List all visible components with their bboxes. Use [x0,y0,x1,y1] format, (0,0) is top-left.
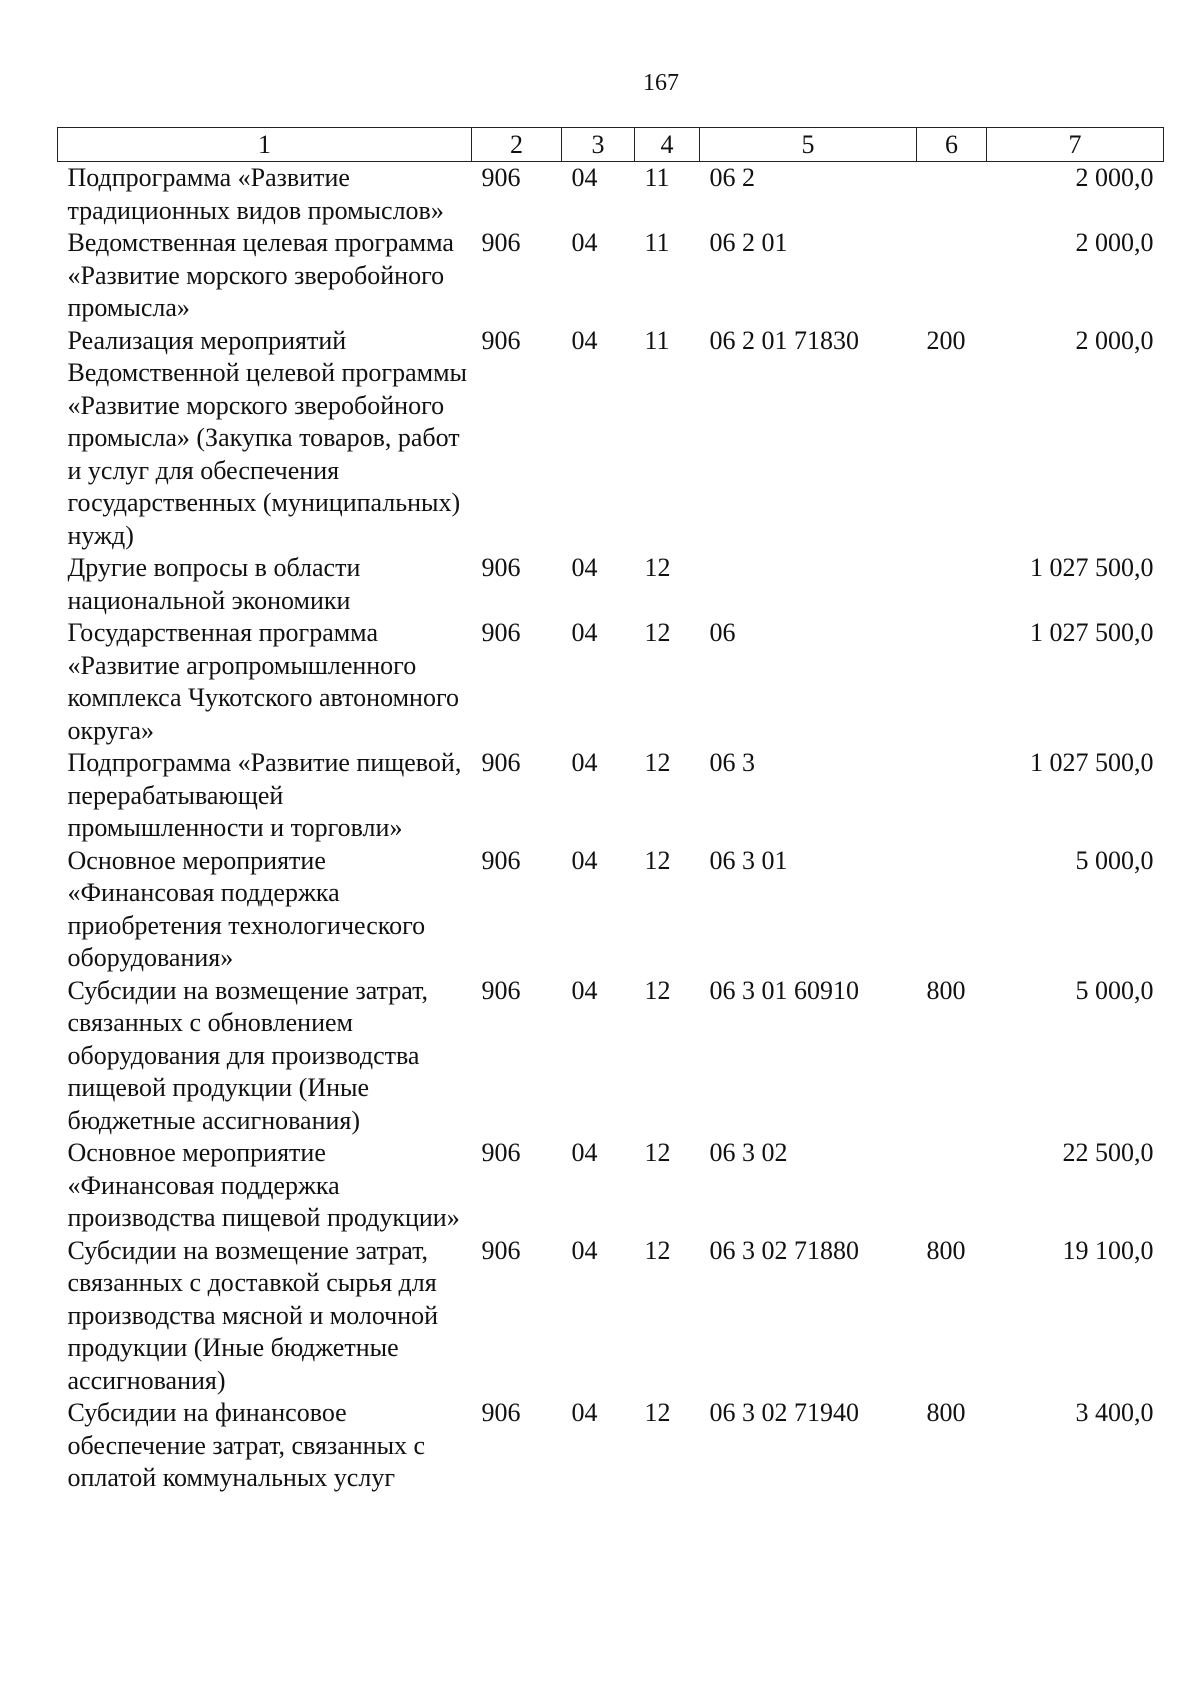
row-name: Субсидии на возмещение затрат, связанных с обновлением оборудования для производства пищевой продукции (Иные бюджетные ассигнования) [67,975,429,1135]
row-section-code: 04 [571,325,598,355]
row-section-code: 04 [571,163,598,192]
row-name: Субсидии на финансовое обеспечение затрат, связанных с оплатой коммунальных услуг [67,1398,426,1492]
table-row [58,162,1164,228]
row-expense-type: 800 [926,975,966,1005]
row-expense-type: 200 [926,325,966,355]
row-amount: 5 000,0 [1075,845,1154,875]
header-row [58,128,1164,162]
column-header-7: 7 [987,128,1164,162]
row-target-code: 06 3 01 60910 [709,975,859,1005]
row-subsection-code: 12 [644,1398,671,1427]
row-expense-type [917,162,987,228]
row-section-code: 04 [571,553,598,582]
row-target-code [700,552,917,617]
row-target-code: 06 3 01 [709,845,788,875]
row-name: Основное мероприятие «Финансовая поддержка приобретения технологического оборудования» [67,845,426,972]
row-section-code: 04 [571,618,598,647]
table-row [58,747,1164,845]
table-row [58,552,1164,617]
row-amount: 2 000,0 [1075,228,1154,257]
row-section-code: 04 [571,228,598,257]
table-row [58,975,1164,1138]
row-expense-type: 800 [926,1235,966,1265]
row-name: Ведомственная целевая программа «Развитие морского зверобойного промысла» [67,228,454,322]
row-target-code: 06 2 [709,163,755,192]
table-header [58,128,1164,162]
row-ministry-code: 906 [481,845,521,875]
row-subsection-code: 11 [644,163,670,192]
row-subsection-code: 12 [644,748,671,777]
row-ministry-code: 906 [481,748,521,777]
row-expense-type: 800 [926,1398,966,1427]
row-subsection-code: 12 [644,618,671,647]
table-row [58,227,1164,325]
row-name: Подпрограмма «Развитие пищевой, перерабатывающей промышленности и торговли» [67,748,462,842]
row-target-code: 06 2 01 71830 [709,325,859,355]
row-target-code: 06 3 02 71880 [709,1235,859,1265]
row-ministry-code: 906 [481,228,521,257]
row-amount: 3 400,0 [1075,1398,1154,1427]
row-target-code: 06 2 01 [709,228,788,257]
row-name: Основное мероприятие «Финансовая поддержка производства пищевой продукции» [67,1138,460,1232]
row-subsection-code: 12 [644,845,671,875]
budget-table [57,127,1164,1495]
table-body [58,162,1164,1495]
row-expense-type [917,552,987,617]
row-name: Подпрограмма «Развитие традиционных видов промыслов» [67,163,444,225]
row-subsection-code: 12 [644,975,671,1005]
row-amount: 2 000,0 [1075,325,1154,355]
row-expense-type [917,617,987,747]
row-target-code: 06 3 [709,748,755,777]
row-subsection-code: 11 [644,228,670,257]
row-section-code: 04 [571,748,598,777]
row-expense-type [917,747,987,845]
row-name: Реализация мероприятий Ведомственной целевой программы «Развитие морского зверобойного промысла» (Закупка товаров, работ и услуг для обеспечения государственных (муниципальных) нужд) [67,325,468,550]
row-subsection-code: 12 [644,1138,671,1167]
row-amount: 5 000,0 [1075,975,1154,1005]
row-subsection-code: 12 [644,1235,671,1265]
row-amount: 19 100,0 [1062,1235,1154,1265]
row-section-code: 04 [571,845,598,875]
row-ministry-code: 906 [481,163,521,192]
row-amount: 2 000,0 [1075,163,1154,192]
row-section-code: 04 [571,1138,598,1167]
row-amount: 1 027 500,0 [1030,553,1154,582]
row-ministry-code: 906 [481,1398,521,1427]
row-section-code: 04 [571,1235,598,1265]
row-subsection-code: 12 [644,553,671,582]
row-section-code: 04 [571,975,598,1005]
table-row [58,617,1164,747]
row-ministry-code: 906 [481,1235,521,1265]
row-target-code: 06 3 02 [709,1138,788,1167]
row-target-code: 06 [709,618,736,647]
row-ministry-code: 906 [481,553,521,582]
row-expense-type [917,227,987,325]
row-expense-type [917,1137,987,1235]
row-expense-type [917,845,987,975]
row-amount: 1 027 500,0 [1030,618,1154,647]
table-row [58,845,1164,975]
column-header-3: 3 [562,128,635,162]
row-name: Другие вопросы в области национальной экономики [67,553,361,615]
table-row [58,1235,1164,1398]
row-ministry-code: 906 [481,618,521,647]
column-header-1: 1 [58,128,472,162]
row-name: Государственная программа «Развитие агропромышленного комплекса Чукотского автономного округа» [67,618,459,745]
row-subsection-code: 11 [644,325,670,355]
column-header-2: 2 [472,128,562,162]
row-target-code: 06 3 02 71940 [709,1398,859,1427]
column-header-4: 4 [635,128,700,162]
table-row [58,325,1164,553]
table-row [58,1137,1164,1235]
row-name: Субсидии на возмещение затрат, связанных с доставкой сырья для производства мясной и молочной продукции (Иные бюджетные ассигнования) [67,1235,439,1395]
row-ministry-code: 906 [481,1138,521,1167]
column-header-5: 5 [700,128,917,162]
row-ministry-code: 906 [481,325,521,355]
row-amount: 22 500,0 [1062,1138,1154,1167]
row-amount: 1 027 500,0 [1030,748,1154,777]
page-number: 167 [643,70,679,96]
row-section-code: 04 [571,1398,598,1427]
row-ministry-code: 906 [481,975,521,1005]
table-row [58,1397,1164,1495]
column-header-6: 6 [917,128,987,162]
